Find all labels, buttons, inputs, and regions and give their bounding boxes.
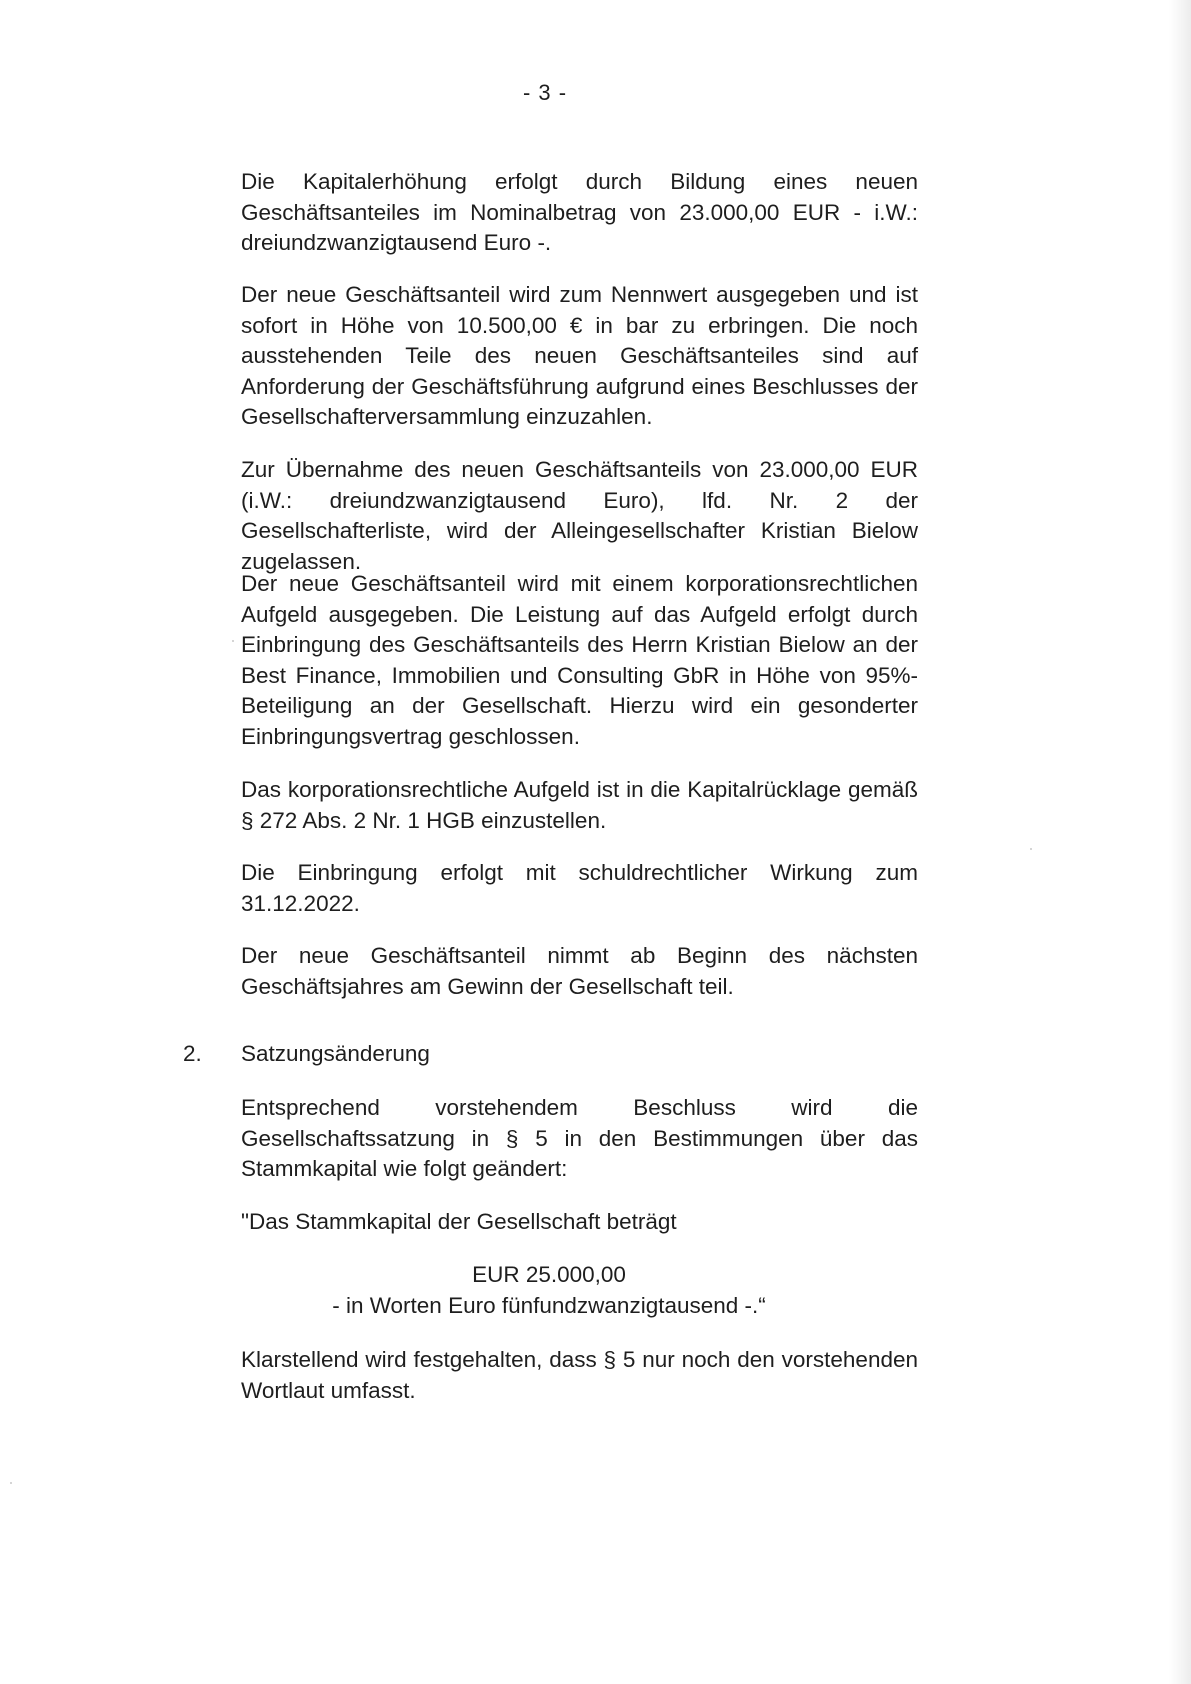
scan-speck	[10, 1482, 12, 1484]
quote-start: "Das Stammkapital der Gesellschaft beträgt	[241, 1209, 677, 1234]
paragraph-capital-reserve: Das korporationsrechtliche Aufgeld ist in die Kapitalrücklage gemäß § 272 Abs. 2 Nr. 1 HGB einzustellen.	[241, 777, 918, 833]
paragraph-articles-amendment: Entsprechend vorstehendem Beschluss wird die Gesellschaftssatzung in § 5 in den Bestimmungen über das Stammkapital wie folgt geändert:	[241, 1095, 918, 1181]
paragraph-capital-increase: Die Kapitalerhöhung erfolgt durch Bildung eines neuen Geschäftsanteiles im Nominalbetrag von 23.000,00 EUR - i.W.: dreiundzwanzigtausend Euro -.	[241, 169, 918, 255]
scan-speck	[1030, 848, 1032, 850]
share-capital-amount: EUR 25.000,00	[472, 1262, 626, 1287]
paragraph-acquisition: Zur Übernahme des neuen Geschäftsanteils von 23.000,00 EUR (i.W.: dreiundzwanzigtausend Euro), lfd. Nr. 2 der Gesellschafterliste, wird der Alleingesellschafter Kristian Bielow zugelassen.	[241, 457, 918, 574]
paragraph-clarification: Klarstellend wird festgehalten, dass § 5 nur noch den vorstehenden Wortlaut umfasst.	[241, 1347, 918, 1403]
share-capital-words: - in Worten Euro fünfundzwanzigtausend -.“	[332, 1293, 766, 1318]
page-number: - 3 -	[522, 80, 568, 105]
section-heading: Satzungsänderung	[241, 1041, 430, 1066]
paragraph-premium: Der neue Geschäftsanteil wird mit einem korporationsrechtlichen Aufgeld ausgegeben. Die Leistung auf das Aufgeld erfolgt durch Einbringung des Geschäftsanteils des Herrn Kristian Bielow an der Best Finance, Immobilien und Consulting GbR in Höhe von 95%-Beteiligung an der Gesellschaft. Hierzu wird ein gesonderter Einbringungsvertrag geschlossen.	[241, 571, 918, 749]
scan-speck	[232, 640, 234, 642]
paragraph-profit-share: Der neue Geschäftsanteil nimmt ab Beginn des nächsten Geschäftsjahres am Gewinn der Gesellschaft teil.	[241, 943, 918, 999]
scan-shadow-edge	[1169, 0, 1191, 1684]
section-number: 2.	[183, 1041, 202, 1066]
paragraph-nominal-value: Der neue Geschäftsanteil wird zum Nennwert ausgegeben und ist sofort in Höhe von 10.500,00 € in bar zu erbringen. Die noch ausstehenden Teile des neuen Geschäftsanteiles sind auf Anforderung der Geschäftsführung aufgrund eines Beschlusses der Gesellschafterversammlung einzuzahlen.	[241, 282, 918, 429]
paragraph-contribution-date: Die Einbringung erfolgt mit schuldrechtlicher Wirkung zum 31.12.2022.	[241, 860, 918, 916]
